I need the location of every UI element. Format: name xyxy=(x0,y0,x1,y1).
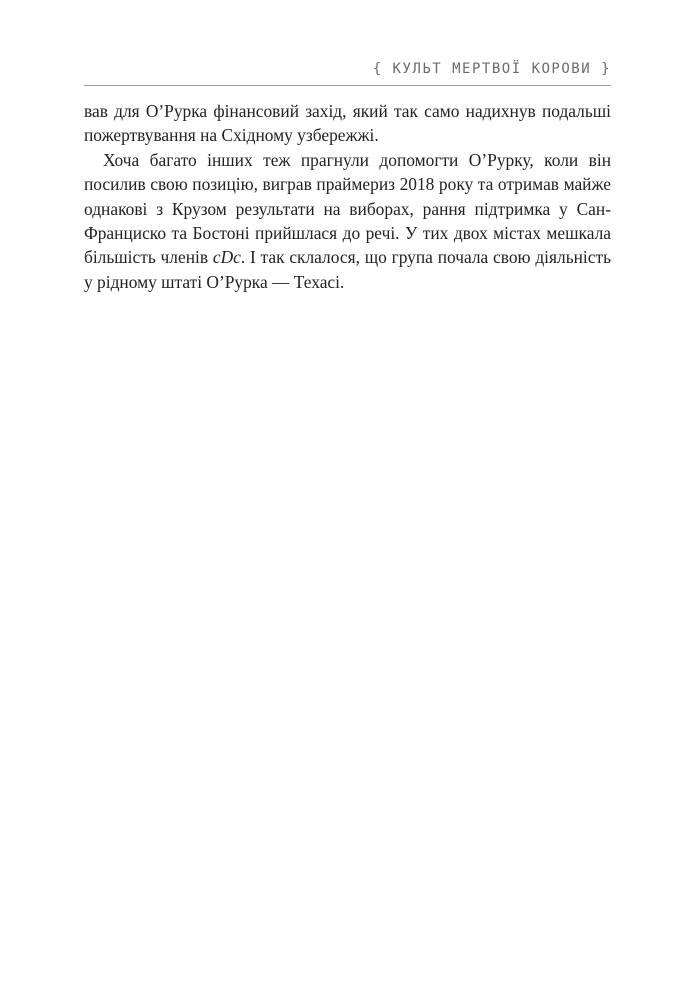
paragraph-continuation: вав для О’Рурка фінансовий захід, який так само надихнув подальші пожертвування на Східному узбережжі. xyxy=(84,101,611,146)
running-header: { КУЛЬТ МЕРТВОЇ КОРОВИ } xyxy=(372,61,611,77)
header-divider xyxy=(84,85,611,86)
paragraph-text: Хоча багато інших теж прагнули допомогти О’Рурку, коли він посилив свою позицію, виграв праймериз 2018 року та отримав майже однакові з Крузом результати на виборах, рання підтримка у Сан-Франциско та Бостоні прийшлася до речі. У тих двох містах мешкала більшість членів xyxy=(84,149,611,268)
paragraph-text-end: . І так склалося, що група почала свою діяльність у рідному штаті О’Рурка — Техасі. xyxy=(84,247,612,292)
italic-term: cDc xyxy=(212,247,241,268)
paragraph xyxy=(84,148,611,294)
body-text xyxy=(84,99,611,294)
